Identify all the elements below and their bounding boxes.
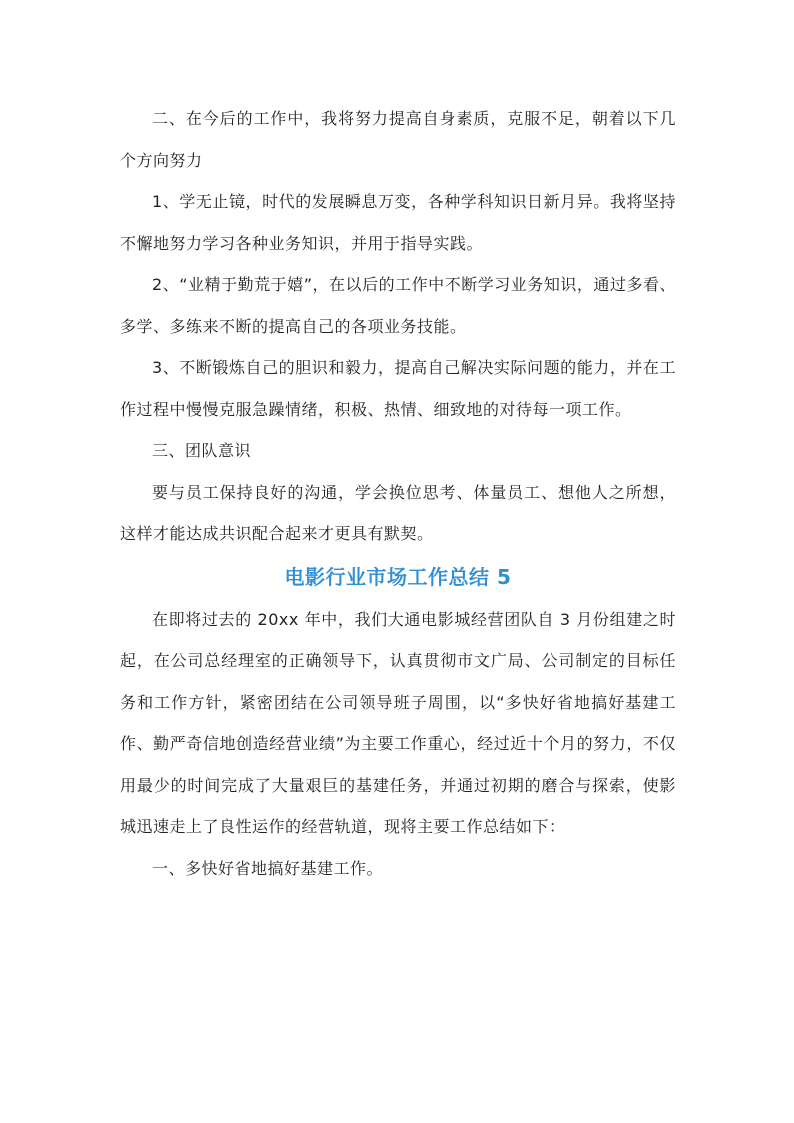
- paragraph: 一、多快好省地搞好基建工作。: [152, 858, 384, 878]
- paragraph: 二、在今后的工作中，我将努力提高自身素质，克服不足，朝着以下几个方向努力: [120, 109, 676, 170]
- paragraph: 3、不断锻炼自己的胆识和毅力，提高自己解决实际问题的能力，并在工作过程中慢慢克服急躁情绪，积极、热情、细致地的对待每一项工作。: [120, 358, 676, 419]
- paragraph: 要与员工保持良好的沟通，学会换位思考、体量员工、想他人之所想，这样才能达成共识配合起来才更具有默契。: [120, 482, 676, 543]
- paragraph: 三、团队意识: [152, 441, 252, 460]
- paragraph: 在即将过去的 20xx 年中，我们大通电影城经营团队自 3 月份组建之时起，在公司总经理室的正确领导下，认真贯彻市文广局、公司制定的目标任务和工作方针，紧密团结在公司领导班子周围，以“多快好省地搞好基建工作、勤严奇信地创造经营业绩”为主要工作重心，经过近十个月的努力，不仅用最少的时间完成了大量艰巨的基建任务，并通过初期的磨合与探索，使影城迅速走上了良性运作的经营轨道，现将主要工作总结如下：: [120, 609, 676, 836]
- section-heading: 电影行业市场工作总结 5: [284, 564, 512, 589]
- paragraph: 1、学无止镜，时代的发展瞬息万变，各种学科知识日新月异。我将坚持不懈地努力学习各种业务知识，并用于指导实践。: [120, 192, 676, 253]
- paragraph: 2、“业精于勤荒于嬉”，在以后的工作中不断学习业务知识，通过多看、多学、多练来不断的提高自己的各项业务技能。: [120, 275, 676, 336]
- document-page: [120, 98, 676, 889]
